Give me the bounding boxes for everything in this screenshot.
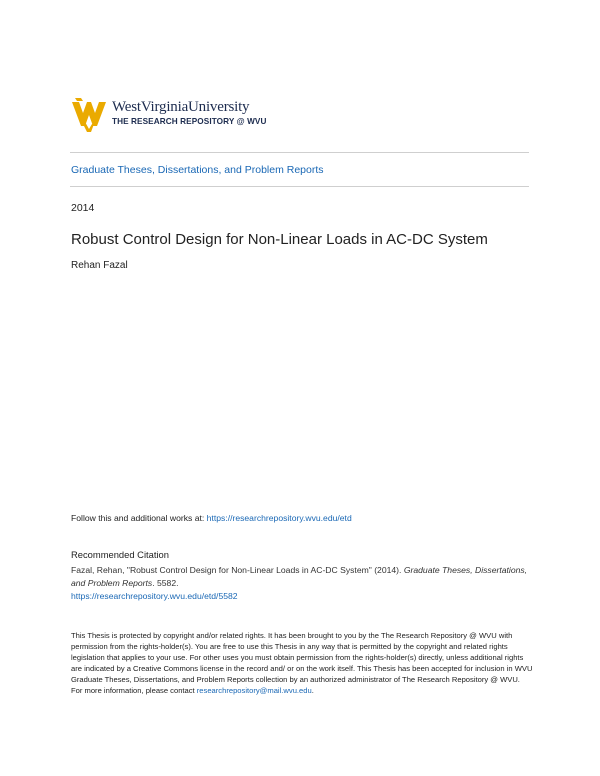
citation-link[interactable]: https://researchrepository.wvu.edu/etd/5582 (71, 591, 238, 601)
bottom-divider (70, 186, 529, 187)
rights-text: This Thesis is protected by copyright and/or related rights. It has been brought to you by the The Research Repository @ WVU with permission from the rights-holder(s). You are free to use this Thesis in any way that is permitted by the copyright and related rights legislation that applies to your use. For other uses you must obtain permission from the rights-holder(s) directly, unless additional rights are indicated by a Creative Commons license in the record and/ or on the work itself. This Thesis has been accepted for inclusion in WVU Graduate Theses, Dissertations, and Problem Reports collection by an authorized administrator of The Research Repository @ WVU. For more information, please contact (71, 631, 533, 696)
publication-year: 2014 (71, 202, 95, 214)
citation-block (71, 564, 531, 603)
follow-text: Follow this and additional works at: (71, 513, 207, 523)
citation-text: Fazal, Rehan, "Robust Control Design for Non-Linear Loads in AC-DC System" (2014). (71, 565, 404, 575)
rights-statement (71, 630, 533, 697)
repository-name: THE RESEARCH REPOSITORY @ WVU (112, 117, 267, 126)
collection-link[interactable]: Graduate Theses, Dissertations, and Problem Reports (71, 164, 324, 176)
contact-email-link[interactable]: researchrepository@mail.wvu.edu (196, 686, 312, 696)
wvu-logo (72, 98, 292, 138)
follow-link[interactable]: https://researchrepository.wvu.edu/etd (206, 513, 352, 523)
rights-end: . (311, 686, 314, 696)
document-title: Robust Control Design for Non-Linear Loads in AC-DC System (71, 231, 488, 248)
citation-series: Graduate Theses, Dissertations, and Problem Reports (71, 565, 528, 588)
author-name: Rehan Fazal (71, 260, 128, 271)
citation-number: . 5582. (152, 578, 179, 588)
flying-wv-icon (72, 98, 110, 132)
follow-line (71, 513, 352, 523)
citation-heading: Recommended Citation (71, 549, 169, 560)
university-name: WestVirginiaUniversity (112, 99, 250, 115)
top-divider (70, 152, 529, 153)
